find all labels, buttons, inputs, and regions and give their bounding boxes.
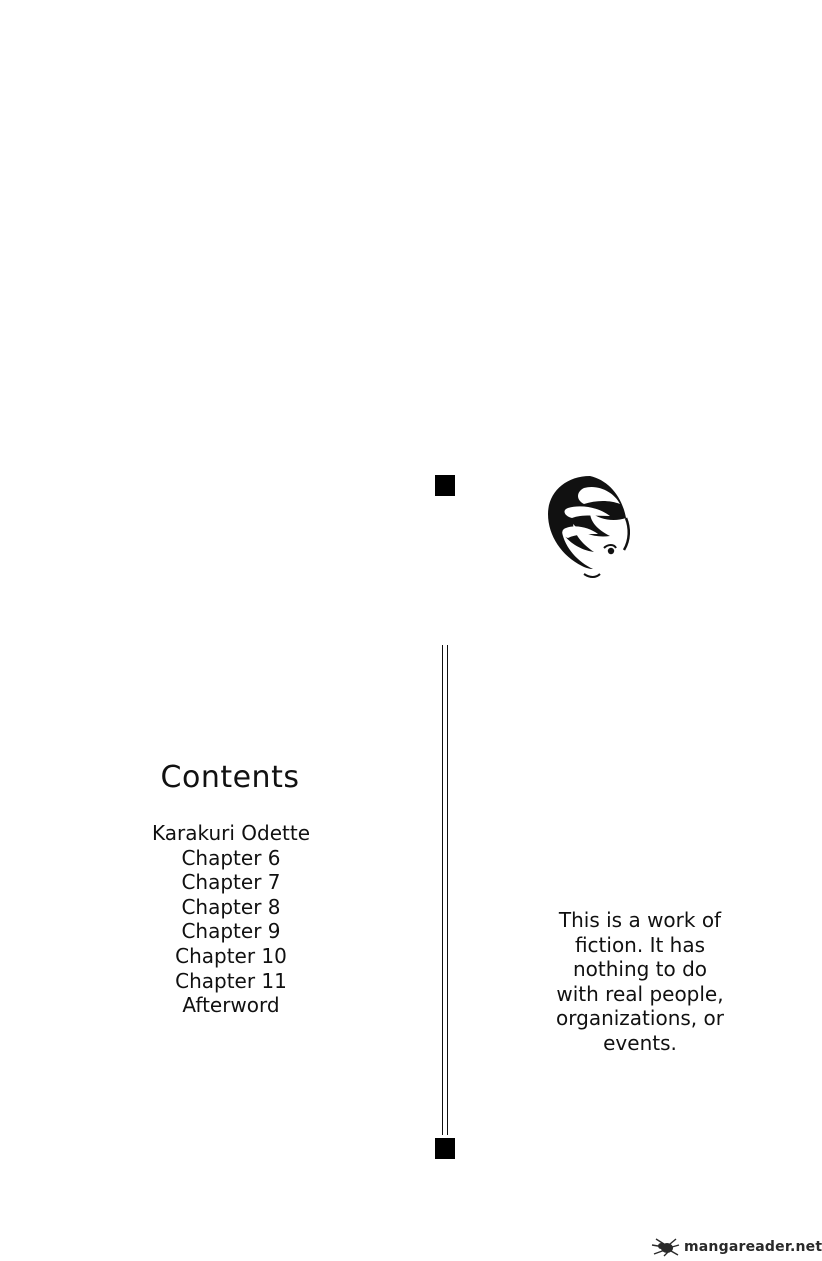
contents-item: Chapter 6 <box>181 845 281 870</box>
disclaimer-line: This is a work of <box>558 908 722 932</box>
swirl-face-emblem-icon <box>538 470 638 582</box>
bottom-square-ornament <box>435 1138 455 1159</box>
contents-item: Chapter 7 <box>181 870 281 895</box>
site-watermark <box>650 1236 822 1258</box>
vertical-divider <box>442 645 448 1135</box>
disclaimer-line: nothing to do <box>572 957 708 982</box>
fiction-disclaimer <box>530 908 750 1056</box>
contents-title: Contents <box>160 760 300 795</box>
contents-item: Chapter 10 <box>175 943 287 968</box>
contents-item: Chapter 8 <box>181 894 281 919</box>
contents-item: Karakuri Odette <box>151 821 310 845</box>
contents-item: Chapter 9 <box>181 919 281 944</box>
contents-list <box>120 821 342 1018</box>
disclaimer-line: fiction. It has <box>574 932 706 957</box>
watermark-text: mangareader.net <box>684 1239 822 1255</box>
disclaimer-line: events. <box>603 1030 677 1055</box>
disclaimer-line: organizations, or <box>556 1006 724 1031</box>
contents-item: Chapter 11 <box>175 968 287 993</box>
top-square-ornament <box>435 475 455 496</box>
contents-item: Afterword <box>182 993 280 1018</box>
disclaimer-line: with real people, <box>556 981 724 1006</box>
spider-logo-icon <box>650 1237 680 1257</box>
